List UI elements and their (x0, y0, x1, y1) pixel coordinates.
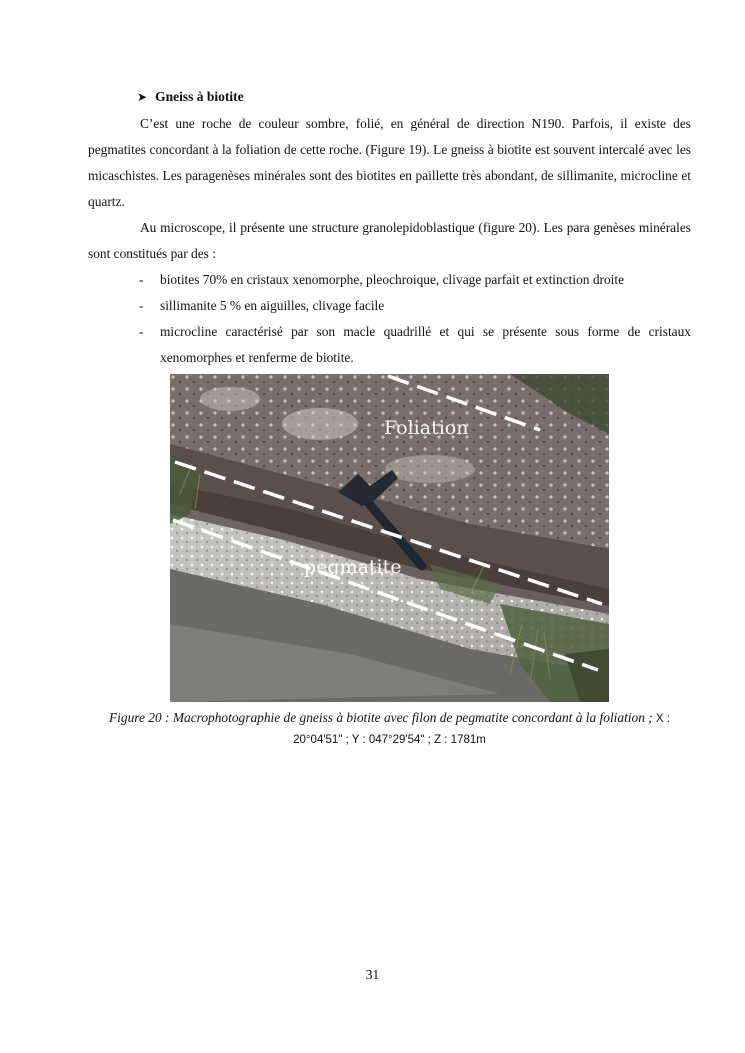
arrowhead-bullet-icon: ➤ (137, 89, 148, 104)
list-item-text: microcline caractérisé par son macle quadrillé et qui se présente sous forme de cristaux xenomorphes et renferme de biotite. (160, 324, 691, 365)
section-heading-title: Gneiss à biotite (155, 89, 244, 104)
dash-bullet-icon: - (139, 324, 144, 339)
list-item-text: sillimanite 5 % en aiguilles, clivage facile (160, 298, 385, 313)
paragraph-description: C’est une roche de couleur sombre, folié, en général de direction N190. Parfois, il existe des pegmatites concordant à la foliation de cette roche. (Figure 19). Le gneiss à biotite est souvent intercalé avec les micaschistes. Les paragenèses minérales sont des biotites en paillette très abondant, de sillimanite, microcline et quartz. (88, 116, 691, 209)
caption-coordinates: X : 20°04'51" ; Y : 047°29'54" ; Z : 1781m (293, 713, 670, 746)
paragraph-microscope: Au microscope, il présente une structure granolepidoblastique (figure 20). Les para genèses minérales sont constitués par des : (88, 220, 691, 261)
dash-bullet-icon: - (139, 272, 144, 287)
list-item (134, 293, 691, 319)
figure-caption (88, 708, 691, 750)
caption-text: Figure 20 : Macrophotographie de gneiss à biotite avec filon de pegmatite concordant à la foliation ; (109, 710, 653, 725)
label-foliation: Foliation (384, 417, 469, 439)
figure-photo (170, 374, 609, 702)
list-item-text: biotites 70% en cristaux xenomorphe, pleochroique, clivage parfait et extinction droite (160, 272, 625, 287)
mineral-list (134, 267, 691, 371)
rock-outcrop-photo (170, 374, 609, 702)
list-item (134, 267, 691, 293)
label-pegmatite: pegmatite (304, 556, 402, 578)
page-number: 31 (365, 967, 380, 982)
list-item (134, 319, 691, 371)
section-heading (137, 89, 244, 105)
dash-bullet-icon: - (139, 298, 144, 313)
